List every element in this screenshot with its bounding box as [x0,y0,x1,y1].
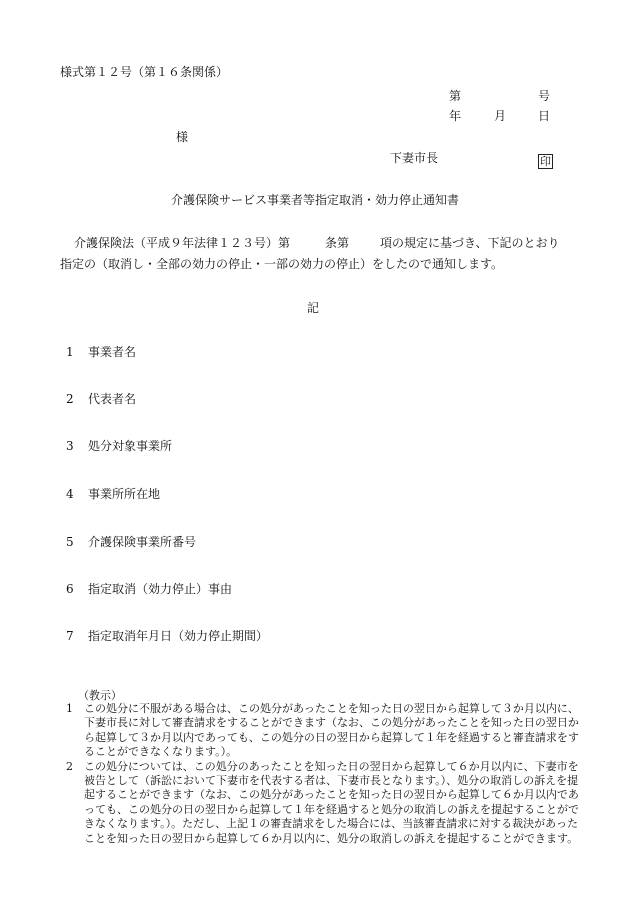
addressee-suffix: 様 [176,130,189,144]
document-number-suffix: 号 [538,89,551,103]
item-label: 指定取消（効力停止）事由 [88,582,233,596]
item-label: 介護保険事業所番号 [88,535,197,549]
note-number: 1 [66,702,73,715]
list-item [66,581,232,597]
item-number: 3 [66,439,74,453]
item-label: 処分対象事業所 [88,439,173,453]
note-number: 2 [66,759,73,773]
body-line-2: 指定の（取消し・全部の効力の停止・一部の効力の停止）をしたので通知します。 [60,257,504,271]
list-item [66,628,268,644]
notes-heading: （教示） [78,689,122,702]
note-text: この処分に不服がある場合は、この処分があったことを知った日の翌日から起算して３か月以内に、下妻市長に対して審査請求をすることができます（なお、この処分があったことを知った日の翌日から起算して３か月以内であっても、この処分の日の翌日から起算して１年を経過すると審査請求をすることができなくなります。）。 [84,702,579,759]
item-number: 4 [66,487,74,501]
body-line-1c: 項の規定に基づき、下記のとおり [380,236,560,250]
body-line-1a: 介護保険法（平成９年法律１２３号）第 [74,236,291,250]
item-number: 1 [66,345,74,359]
list-item [66,391,136,407]
date-month: 月 [494,109,507,123]
list-item [66,344,136,360]
item-label: 事業所所在地 [88,487,161,501]
note-item [66,702,586,760]
item-number: 5 [66,535,74,549]
seal-text: 印 [540,155,551,168]
seal-mark [538,150,553,169]
list-item [66,534,196,550]
document-number-prefix: 第 [449,89,462,103]
list-item [66,486,160,502]
item-label: 指定取消年月日（効力停止期間） [88,629,269,643]
item-number: 7 [66,629,74,643]
body-line-1b: 条第 [325,236,350,250]
notes-list [66,702,586,846]
note-text: この処分については、この処分のあったことを知った日の翌日から起算して６か月以内に、下妻市を被告として（訴訟において下妻市を代表する者は、下妻市長となります。）、処分の取消しの訴えを提起することができます（なお、この処分があったことを知った日の翌日から起算して６か月以内であっても、この処分の日の翌日から起算して１年を経過すると処分の取消しの訴えを提起することができなくなります。）。ただし、上記１の審査請求をした場合には、当該審査請求に対する裁決があったことを知った日の翌日から起算して６か月以内に、処分の取消しの訴えを提起することができます。 [84,759,579,845]
item-number: 6 [66,582,74,596]
issuer: 下妻市長 [390,151,439,165]
form-label: 様式第１２号（第１６条関係） [60,65,229,79]
date-day: 日 [538,109,551,123]
document-title: 介護保険サービス事業者等指定取消・効力停止通知書 [171,193,460,207]
item-label: 事業者名 [88,345,137,359]
item-label: 代表者名 [88,392,137,406]
list-item [66,438,172,454]
ki-heading: 記 [307,301,320,315]
note-item [66,760,586,846]
item-number: 2 [66,392,74,406]
date-year: 年 [449,109,462,123]
